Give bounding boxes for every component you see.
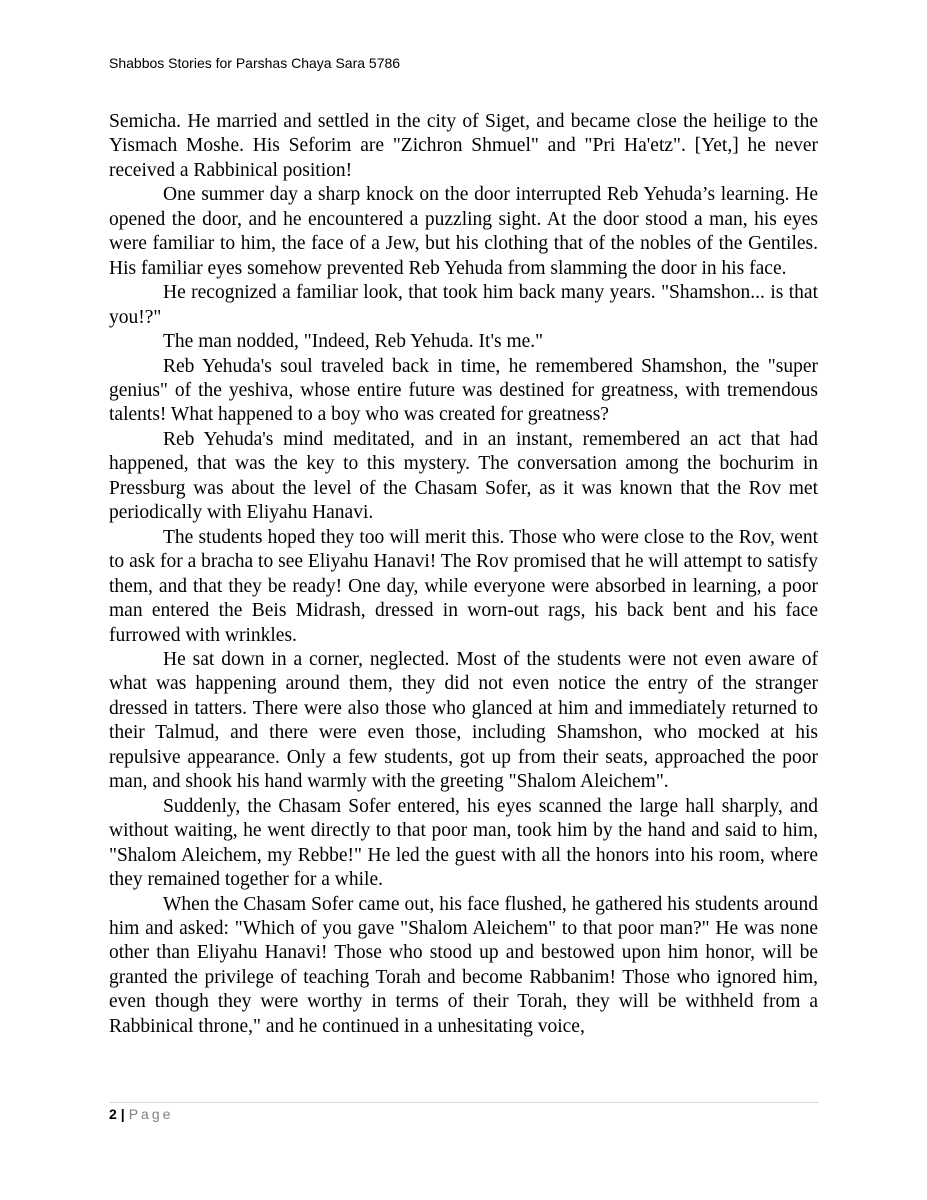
paragraph: When the Chasam Sofer came out, his face flushed, he gathered his students around him and asked: "Which of you gave "Shalom Aleichem" to that poor man?" He was none other than Eliyahu Hanavi! Those who stood up and bestowed upon him honor, will be granted the privilege of teaching Torah and become Rabbanim! Those who ignored him, even though they were worthy in terms of their Torah, they will be withheld from a Rabbinical throne," and he continued in a unhesitating voice,: [109, 893, 818, 1037]
paragraph: One summer day a sharp knock on the door interrupted Reb Yehuda’s learning. He opened the door, and he encountered a puzzling sight. At the door stood a man, his eyes were familiar to him, the face of a Jew, but his clothing that of the nobles of the Gentiles. His familiar eyes somehow prevented Reb Yehuda from slamming the door in his face.: [109, 184, 818, 279]
page-header-title: Shabbos Stories for Parshas Chaya Sara 5786: [109, 55, 401, 71]
page-label: Page: [128, 1106, 174, 1122]
paragraph: The students hoped they too will merit this. Those who were close to the Rov, went to ask for a bracha to see Eliyahu Hanavi! The Rov promised that he will attempt to satisfy them, and that they be ready! One day, while everyone were absorbed in learning, a poor man entered the Beis Midrash, dressed in worn-out rags, his back bent and his face furrowed with wrinkles.: [109, 526, 818, 646]
paragraph: Reb Yehuda's soul traveled back in time, he remembered Shamshon, the "super genius" of the yeshiva, whose entire future was destined for greatness, with tremendous talents! What happened to a boy who was created for greatness?: [109, 355, 818, 426]
page-footer: [109, 1106, 173, 1122]
paragraph: Reb Yehuda's mind meditated, and in an instant, remembered an act that had happened, that was the key to this mystery. The conversation among the bochurim in Pressburg was about the level of the Chasam Sofer, as it was known that the Rov met periodically with Eliyahu Hanavi.: [109, 428, 818, 524]
footer-divider: [109, 1102, 819, 1103]
paragraph: The man nodded, "Indeed, Reb Yehuda. It's me.": [163, 331, 544, 353]
paragraph: He recognized a familiar look, that took him back many years. "Shamshon... is that you!?": [109, 282, 818, 328]
paragraph: He sat down in a corner, neglected. Most of the students were not even aware of what was happening around them, they did not even notice the entry of the stranger dressed in tatters. There were also those who glanced at him and immediately returned to their Talmud, and there were even those, including Shamshon, who mocked at his repulsive appearance. Only a few students, got up from their seats, approached the poor man, and shook his hand warmly with the greeting "Shalom Aleichem".: [109, 648, 818, 793]
paragraph: Suddenly, the Chasam Sofer entered, his eyes scanned the large hall sharply, and without waiting, he went directly to that poor man, took him by the hand and said to him, "Shalom Aleichem, my Rebbe!" He led the guest with all the honors into his room, where they remained together for a while.: [109, 795, 818, 891]
paragraph: Semicha. He married and settled in the city of Siget, and became close the heilige to the Yismach Moshe. His Seforim are "Zichron Shmuel" and "Pri Ha'etz". [Yet,] he never received a Rabbinical position!: [109, 111, 818, 181]
page-number: 2: [109, 1106, 117, 1122]
document-body: [109, 110, 818, 1039]
footer-separator: |: [120, 1106, 125, 1122]
